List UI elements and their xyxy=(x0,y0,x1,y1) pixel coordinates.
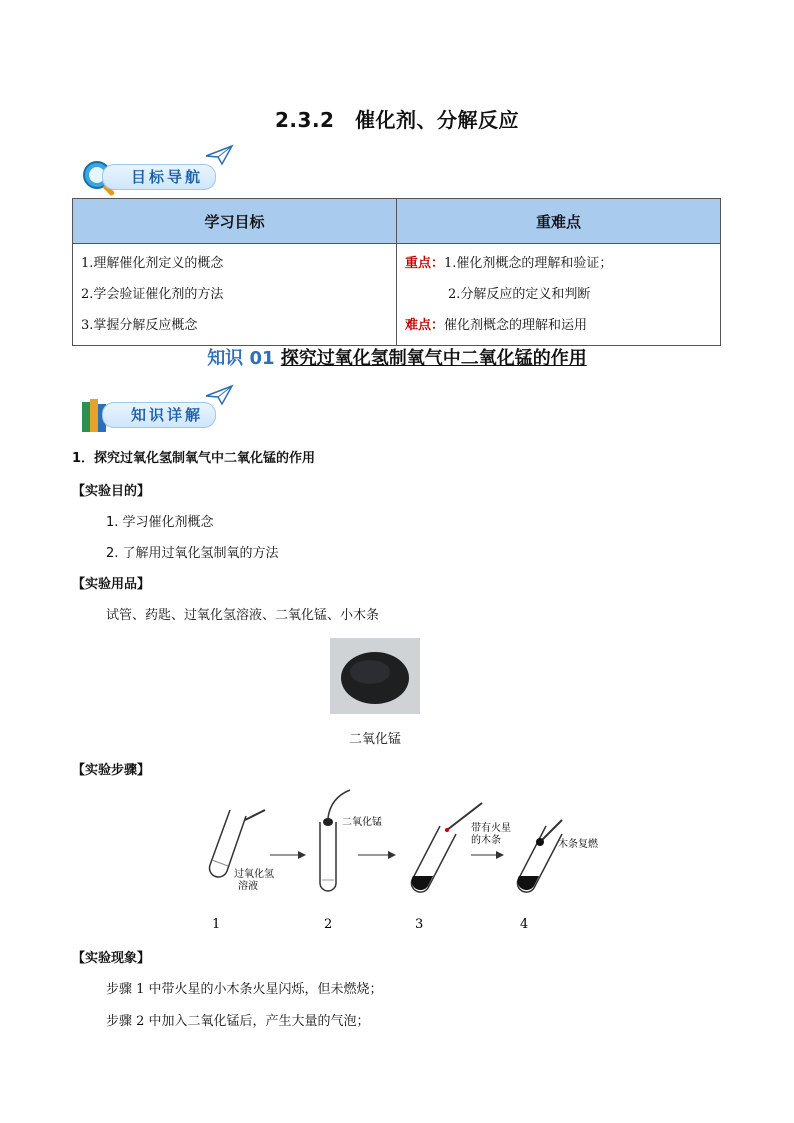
goals-table xyxy=(72,198,721,346)
manganese-dioxide-photo xyxy=(330,638,420,714)
supplies-text: 试管、药匙、过氧化氢溶液、二氧化锰、小木条 xyxy=(106,608,380,623)
experiment-steps-diagram xyxy=(190,780,610,940)
paper-plane-icon xyxy=(204,384,234,406)
purpose-heading: 【实验目的】 xyxy=(72,484,151,499)
step-number: 4 xyxy=(520,917,529,932)
label-spark-stick-2: 的木条 xyxy=(471,835,501,846)
label-spark-stick: 带有火星 xyxy=(471,823,511,834)
section-heading: 1．探究过氧化氢制氧气中二氧化锰的作用 xyxy=(72,451,316,466)
label-relight: 木条复燃 xyxy=(558,839,598,850)
difficulty-tag: 难点： xyxy=(405,318,445,333)
knowledge-number: 知识 01 xyxy=(207,348,275,369)
test-tube-2 xyxy=(320,790,350,891)
step-number: 2 xyxy=(324,917,333,932)
knowledge-heading xyxy=(0,344,794,370)
label-h2o2: 过氧化氢 xyxy=(234,869,274,880)
phenomenon-line: 步骤 2 中加入二氧化锰后，产生大量的气泡； xyxy=(106,1014,370,1029)
difficulty-text: 催化剂概念的理解和运用 xyxy=(444,318,588,333)
difficulty-header: 重难点 xyxy=(397,199,721,244)
difficulty-cell xyxy=(397,244,721,346)
detail-banner-label: 知识详解 xyxy=(102,402,216,428)
label-solution: 溶液 xyxy=(238,881,258,892)
detail-banner xyxy=(80,396,240,430)
step-number: 1 xyxy=(212,917,221,932)
knowledge-title: 探究过氧化氢制氧气中二氧化锰的作用 xyxy=(280,348,587,369)
goals-cell xyxy=(73,244,397,346)
key-point-text: 1.催化剂概念的理解和验证； xyxy=(444,256,613,271)
step-number: 3 xyxy=(415,917,424,932)
phenomenon-line: 步骤 1 中带火星的小木条火星闪烁，但未燃烧； xyxy=(106,982,383,997)
goal-item: 1.理解催化剂定义的概念 xyxy=(81,256,224,271)
label-mno2: 二氧化锰 xyxy=(342,817,382,828)
goal-item: 2.学会验证催化剂的方法 xyxy=(81,287,224,302)
test-tube-3 xyxy=(411,803,482,892)
phenomena-heading: 【实验现象】 xyxy=(72,951,151,966)
goals-header: 学习目标 xyxy=(73,199,397,244)
key-point-tag: 重点： xyxy=(405,256,445,271)
goals-banner xyxy=(80,158,240,192)
paper-plane-icon xyxy=(204,144,234,166)
key-point-text: 2.分解反应的定义和判断 xyxy=(448,287,591,302)
purpose-item: 2. 了解用过氧化氢制氧的方法 xyxy=(106,546,279,561)
supplies-heading: 【实验用品】 xyxy=(72,577,151,592)
test-tube-4 xyxy=(517,820,562,892)
goals-banner-label: 目标导航 xyxy=(102,164,216,190)
purpose-item: 1. 学习催化剂概念 xyxy=(106,515,214,530)
test-tube-1 xyxy=(209,810,265,877)
page-title: 2.3.2 催化剂、分解反应 xyxy=(275,108,519,132)
goal-item: 3.掌握分解反应概念 xyxy=(81,318,198,333)
steps-heading: 【实验步骤】 xyxy=(72,763,151,778)
photo-caption: 二氧化锰 xyxy=(348,732,401,747)
